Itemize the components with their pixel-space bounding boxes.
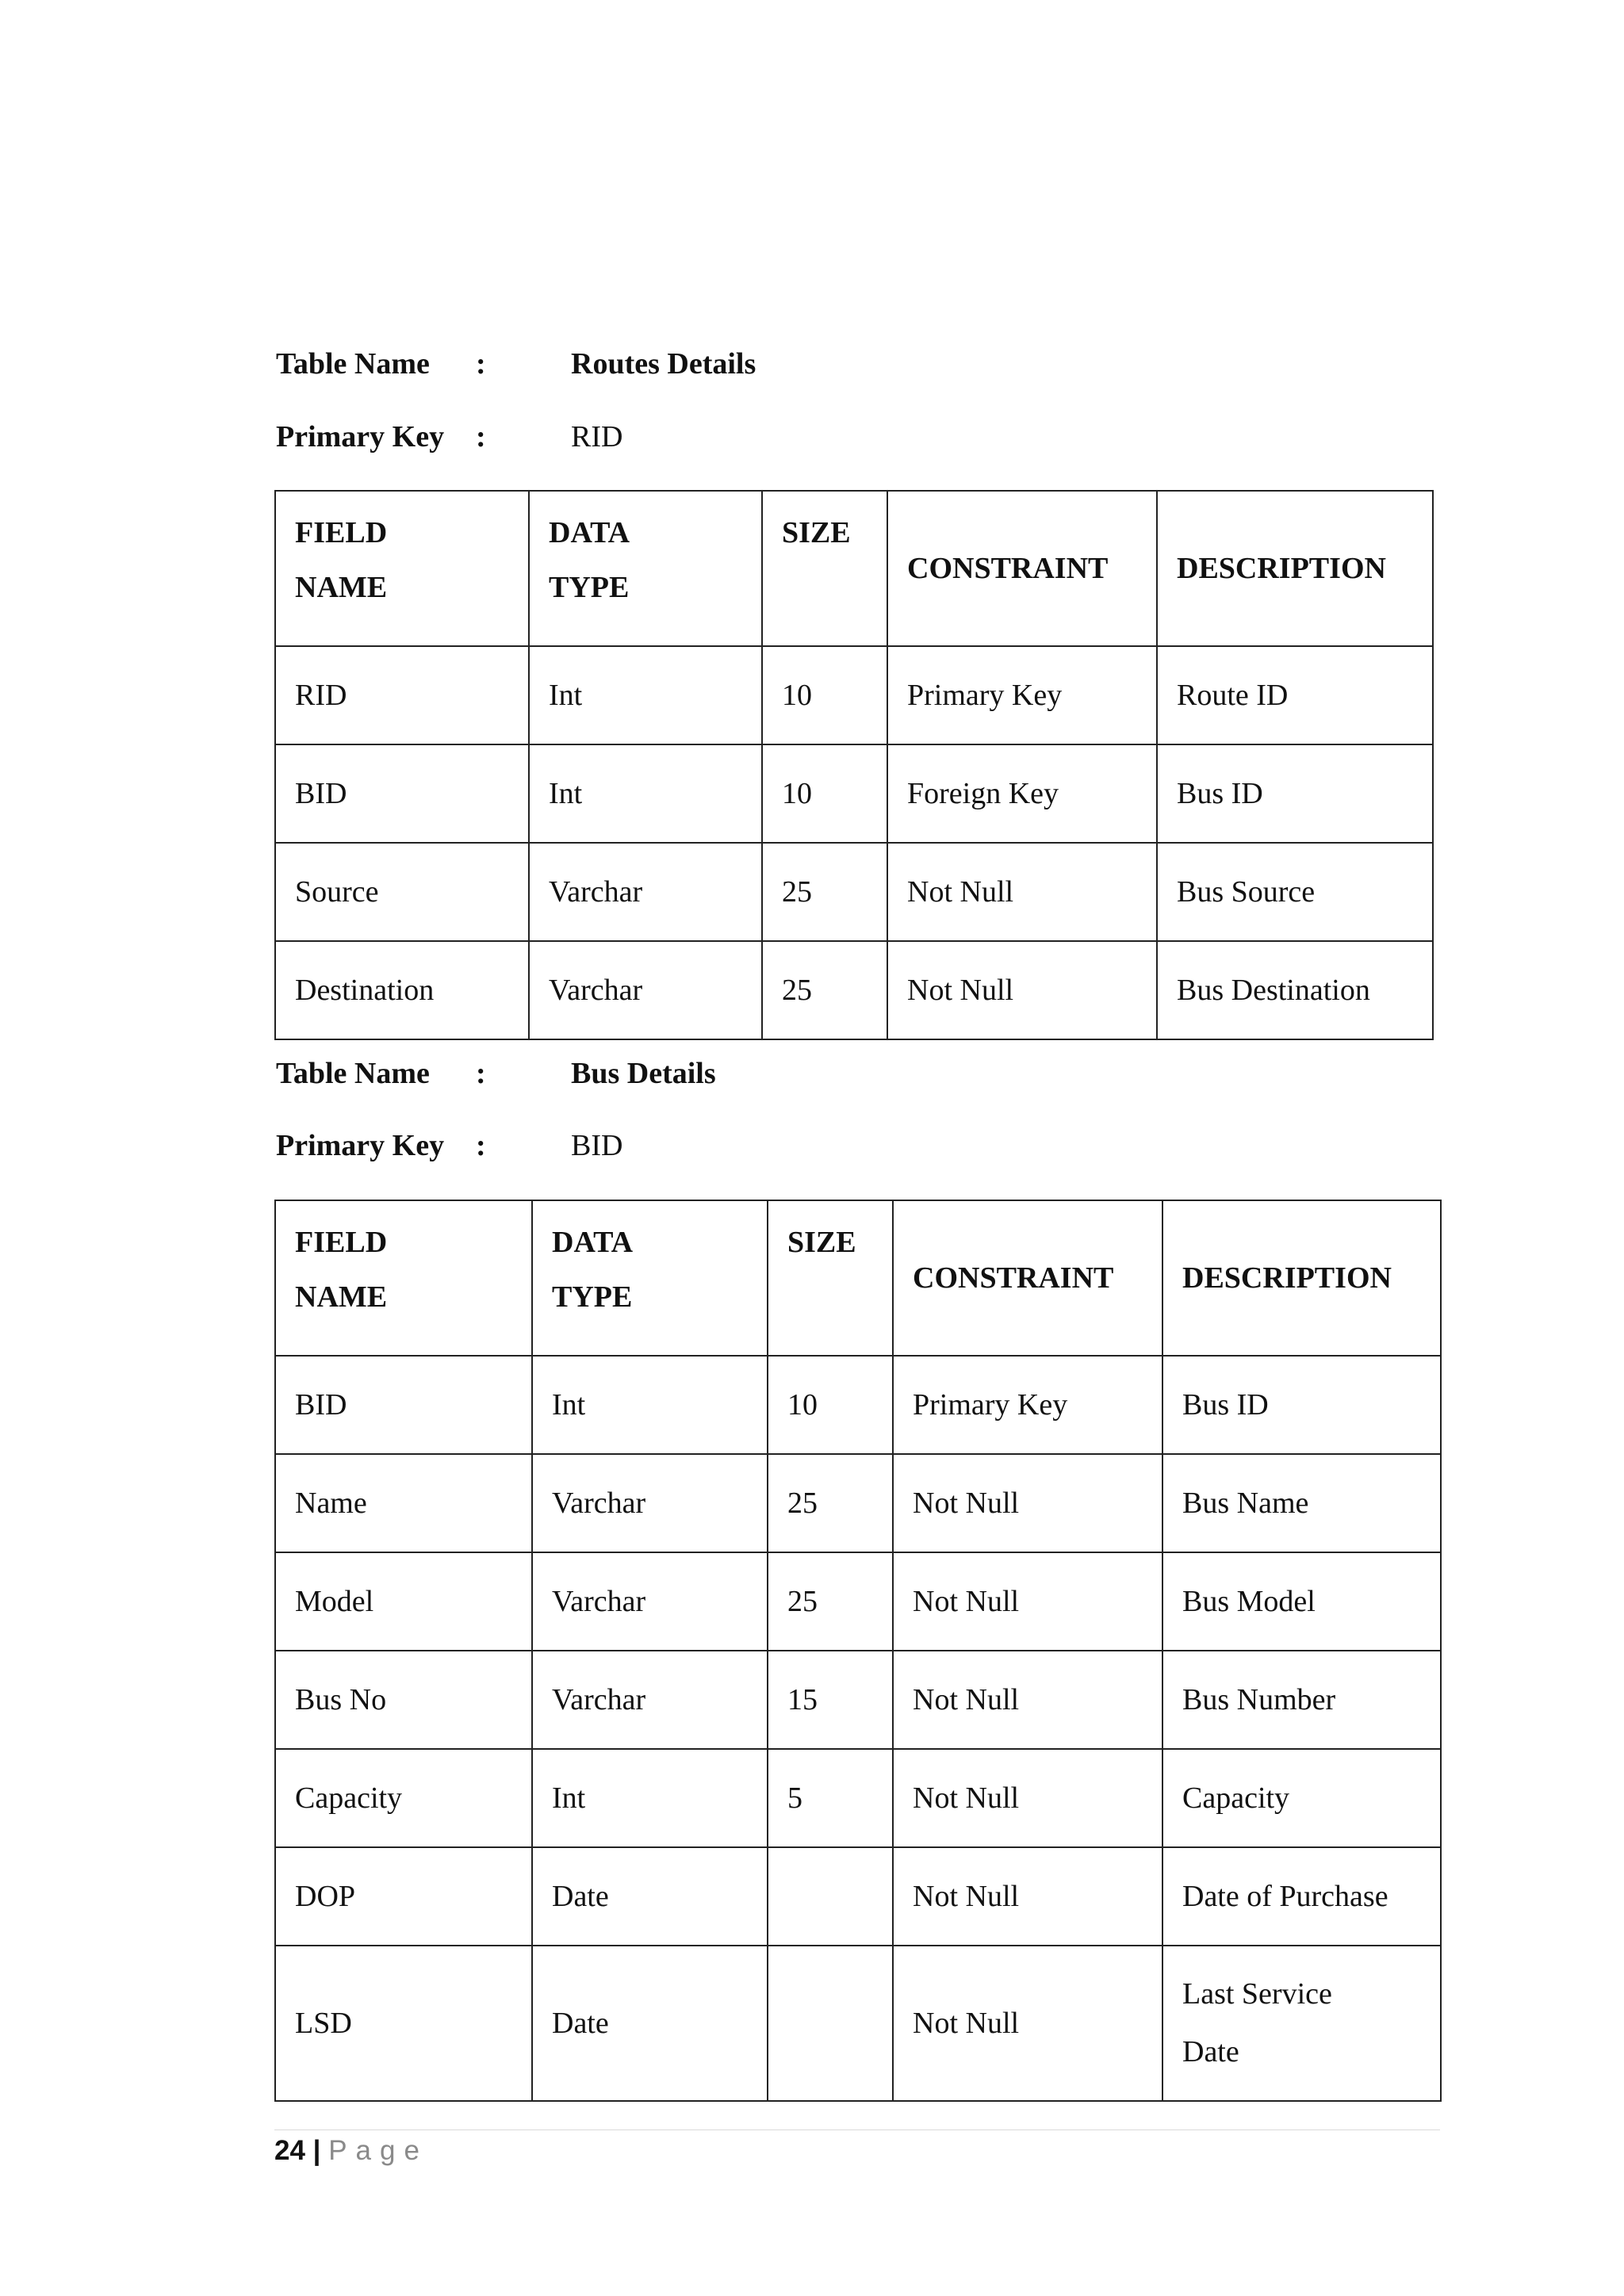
cell-constraint: Primary Key	[887, 646, 1157, 744]
cell-type: Int	[529, 646, 762, 744]
cell-field: Source	[275, 843, 529, 941]
cell-constraint: Not Null	[893, 1651, 1162, 1749]
cell-field: Model	[275, 1552, 532, 1651]
cell-type: Date	[532, 1946, 768, 2101]
header-data-type: DATA TYPE	[532, 1200, 768, 1356]
colon: :	[476, 347, 486, 381]
header-field-name: FIELD NAME	[275, 1200, 532, 1356]
page-footer	[274, 2130, 1440, 2167]
table-name-value: Bus Details	[571, 1057, 716, 1090]
table-row	[275, 1552, 1441, 1651]
cell-field: LSD	[275, 1946, 532, 2101]
cell-constraint: Not Null	[893, 1552, 1162, 1651]
header-constraint: CONSTRAINT	[893, 1200, 1162, 1356]
table-row	[275, 1356, 1441, 1454]
cell-size: 25	[762, 941, 887, 1039]
cell-size: 25	[768, 1552, 893, 1651]
primary-key-value: RID	[571, 420, 623, 453]
colon: :	[476, 1129, 486, 1162]
table-header-row	[275, 491, 1433, 646]
cell-description: Capacity	[1162, 1749, 1441, 1847]
table-row	[275, 744, 1433, 843]
cell-field: BID	[275, 1356, 532, 1454]
cell-description: Bus Source	[1157, 843, 1433, 941]
cell-type: Varchar	[529, 941, 762, 1039]
cell-type: Date	[532, 1847, 768, 1946]
cell-constraint: Not Null	[887, 941, 1157, 1039]
footer-separator: |	[312, 2135, 321, 2166]
cell-size	[768, 1847, 893, 1946]
cell-size: 10	[762, 646, 887, 744]
cell-constraint: Foreign Key	[887, 744, 1157, 843]
table-row	[275, 646, 1433, 744]
cell-field: Destination	[275, 941, 529, 1039]
table-header-row	[275, 1200, 1441, 1356]
bus-details-table	[274, 1200, 1442, 2102]
table-row	[275, 843, 1433, 941]
table-row	[275, 1946, 1441, 2101]
cell-description: Bus ID	[1157, 744, 1433, 843]
table-name-label: Table Name	[276, 347, 430, 381]
page-label: Page	[328, 2135, 428, 2166]
cell-type: Varchar	[532, 1552, 768, 1651]
cell-field: BID	[275, 744, 529, 843]
cell-type: Int	[532, 1749, 768, 1847]
cell-field: DOP	[275, 1847, 532, 1946]
table-name-value: Routes Details	[571, 347, 756, 381]
table-name-label: Table Name	[276, 1057, 430, 1090]
cell-constraint: Not Null	[893, 1749, 1162, 1847]
cell-constraint: Primary Key	[893, 1356, 1162, 1454]
cell-description	[1162, 1946, 1441, 2101]
cell-constraint: Not Null	[893, 1847, 1162, 1946]
primary-key-row	[276, 1131, 622, 1161]
cell-type: Varchar	[532, 1651, 768, 1749]
cell-size: 5	[768, 1749, 893, 1847]
colon: :	[476, 420, 486, 453]
table-row	[275, 941, 1433, 1039]
cell-description: Bus Name	[1162, 1454, 1441, 1552]
primary-key-row	[276, 422, 622, 452]
cell-field: Capacity	[275, 1749, 532, 1847]
header-description: DESCRIPTION	[1157, 491, 1433, 646]
colon: :	[476, 1057, 486, 1090]
cell-description: Bus Number	[1162, 1651, 1441, 1749]
cell-field: Name	[275, 1454, 532, 1552]
cell-size: 10	[762, 744, 887, 843]
cell-type: Int	[529, 744, 762, 843]
table-row	[275, 1454, 1441, 1552]
cell-type: Varchar	[532, 1454, 768, 1552]
routes-details-table	[274, 490, 1434, 1040]
description-line: Date	[1182, 2035, 1239, 2068]
primary-key-value: BID	[571, 1129, 623, 1162]
cell-field: Bus No	[275, 1651, 532, 1749]
page-number: 24	[274, 2135, 305, 2166]
cell-field: RID	[275, 646, 529, 744]
cell-type: Int	[532, 1356, 768, 1454]
cell-size: 10	[768, 1356, 893, 1454]
cell-constraint: Not Null	[887, 843, 1157, 941]
cell-size	[768, 1946, 893, 2101]
header-size: SIZE	[768, 1200, 893, 1356]
header-constraint: CONSTRAINT	[887, 491, 1157, 646]
table-name-row	[276, 1058, 716, 1089]
cell-description: Bus Model	[1162, 1552, 1441, 1651]
table-row	[275, 1651, 1441, 1749]
primary-key-label: Primary Key	[276, 420, 445, 453]
primary-key-label: Primary Key	[276, 1129, 445, 1162]
table-row	[275, 1749, 1441, 1847]
cell-description: Bus ID	[1162, 1356, 1441, 1454]
table-row	[275, 1847, 1441, 1946]
description-line: Last Service	[1182, 1977, 1332, 2011]
header-field-name: FIELD NAME	[275, 491, 529, 646]
header-size: SIZE	[762, 491, 887, 646]
header-data-type: DATA TYPE	[529, 491, 762, 646]
cell-size: 25	[762, 843, 887, 941]
cell-constraint: Not Null	[893, 1946, 1162, 2101]
cell-constraint: Not Null	[893, 1454, 1162, 1552]
cell-size: 25	[768, 1454, 893, 1552]
cell-description: Bus Destination	[1157, 941, 1433, 1039]
cell-description: Date of Purchase	[1162, 1847, 1441, 1946]
table-name-row	[276, 349, 756, 379]
cell-type: Varchar	[529, 843, 762, 941]
cell-description: Route ID	[1157, 646, 1433, 744]
header-description: DESCRIPTION	[1162, 1200, 1441, 1356]
cell-size: 15	[768, 1651, 893, 1749]
